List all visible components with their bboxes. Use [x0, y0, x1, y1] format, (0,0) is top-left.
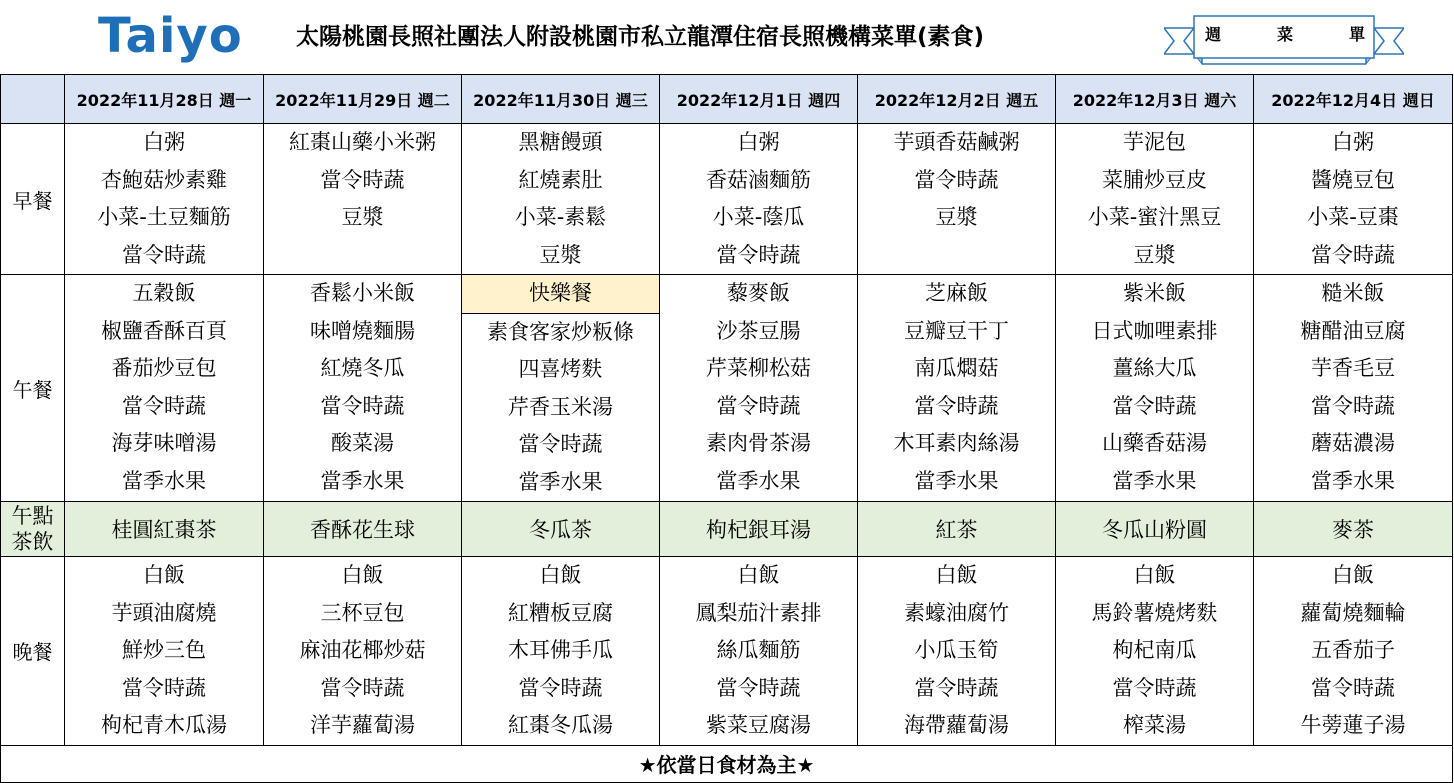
dish: 豆漿	[539, 242, 582, 267]
dish: 枸杞南瓜	[1112, 638, 1197, 662]
dish: 白粥	[737, 130, 780, 154]
meal-label-snack	[1, 502, 65, 557]
banner-char: 單	[1348, 25, 1365, 44]
dish: 四喜烤麩	[518, 357, 603, 381]
dish: 醬燒豆包	[1311, 167, 1395, 192]
dish: 五穀飯	[132, 281, 196, 305]
breakfast-cell	[1056, 124, 1254, 275]
dish: 香菇滷麵筋	[706, 167, 811, 192]
dish: 紅燒冬瓜	[320, 356, 405, 380]
dish: 小菜-豆棗	[1307, 205, 1399, 229]
snack-cell: 桂圓紅棗茶	[65, 502, 264, 557]
dish: 白飯	[1133, 563, 1176, 587]
dish: 當令時蔬	[518, 675, 603, 700]
dish: 味噌燒麵腸	[310, 318, 415, 343]
date-header: 2022年11月30日 週三	[462, 75, 660, 124]
dish: 椒鹽香酥百頁	[101, 318, 227, 343]
dish: 山藥香菇湯	[1102, 431, 1207, 455]
lunch-cell	[858, 275, 1056, 502]
dish: 枸杞青木瓜湯	[101, 713, 227, 737]
dish: 鮮炒三色	[122, 638, 206, 662]
dish: 當令時蔬	[1112, 675, 1197, 700]
dish: 蘿蔔燒麵輪	[1300, 600, 1406, 625]
dinner-cell	[858, 557, 1056, 746]
dinner-cell	[1254, 557, 1453, 746]
footer-row	[1, 745, 1453, 782]
date-header: 2022年12月3日 週六	[1056, 75, 1254, 124]
breakfast-cell	[264, 124, 462, 275]
breakfast-cell	[1254, 124, 1453, 275]
dish: 當令時蔬	[914, 393, 999, 418]
dish: 小菜-蜜汁黑豆	[1087, 205, 1222, 229]
lunch-cell	[1254, 275, 1453, 502]
lunch-cell	[462, 275, 660, 502]
dish: 黑糖饅頭	[518, 130, 603, 154]
dish: 杏鮑菇炒素雞	[101, 167, 227, 192]
dish: 小瓜玉筍	[914, 638, 999, 662]
meal-label-dinner: 晚餐	[1, 557, 65, 746]
dish: 白粥	[143, 130, 185, 154]
dish: 藜麥飯	[727, 281, 790, 305]
dish: 蘑菇濃湯	[1311, 431, 1395, 455]
breakfast-cell	[858, 124, 1056, 275]
happy-meal-badge: 快樂餐	[462, 275, 659, 314]
dish: 木耳佛手瓜	[508, 638, 613, 662]
banner-label	[1205, 22, 1365, 48]
date-header: 2022年12月1日 週四	[660, 75, 858, 124]
dish: 薑絲大瓜	[1112, 356, 1197, 380]
dish: 海帶蘿蔔湯	[904, 713, 1009, 737]
dish: 素肉骨茶湯	[706, 431, 811, 455]
dish: 海芽味噌湯	[111, 431, 217, 455]
dish: 當令時蔬	[122, 393, 206, 418]
page-header	[0, 0, 1454, 74]
dish: 鳳梨茄汁素排	[695, 600, 822, 625]
snack-cell: 枸杞銀耳湯	[660, 502, 858, 557]
breakfast-row	[1, 124, 1453, 275]
snack-cell: 冬瓜茶	[462, 502, 660, 557]
page-title: 太陽桃園長照社團法人附設桃園市私立龍潭住宿長照機構菜單(素食)	[296, 24, 985, 50]
dish: 當季水果	[1112, 468, 1197, 493]
dish: 絲瓜麵筋	[716, 638, 801, 662]
snack-cell: 冬瓜山粉圓	[1056, 502, 1254, 557]
dish: 日式咖哩素排	[1091, 318, 1218, 343]
dish: 當季水果	[716, 468, 801, 493]
corner-cell	[1, 75, 65, 124]
dish: 素食客家炒粄條	[487, 319, 634, 344]
dish: 白飯	[539, 563, 582, 587]
dish: 當季水果	[518, 469, 603, 494]
footer-note: ★依當日食材為主★	[1, 745, 1453, 782]
dish: 木耳素肉絲湯	[893, 431, 1020, 455]
banner-char: 菜	[1276, 25, 1293, 44]
dish: 芋香毛豆	[1311, 356, 1395, 380]
lunch-cell	[660, 275, 858, 502]
dish: 糖醋油豆腐	[1300, 318, 1406, 343]
dish: 紅棗冬瓜湯	[508, 713, 613, 737]
lunch-row	[1, 275, 1453, 502]
dish: 當季水果	[914, 468, 999, 493]
dish: 紅糟板豆腐	[508, 600, 613, 625]
breakfast-cell	[65, 124, 264, 275]
dish: 南瓜燜菇	[914, 356, 999, 380]
breakfast-cell	[462, 124, 660, 275]
dish: 當令時蔬	[914, 167, 999, 192]
dish: 芹香玉米湯	[508, 394, 613, 419]
dish: 麻油花椰炒菇	[299, 638, 426, 662]
dish: 酸菜湯	[331, 431, 394, 455]
snack-cell: 紅茶	[858, 502, 1056, 557]
dish: 當季水果	[122, 468, 206, 493]
lunch-cell	[264, 275, 462, 502]
dish: 小菜-土豆麵筋	[97, 205, 231, 229]
date-header: 2022年12月4日 週日	[1254, 75, 1453, 124]
dish: 當令時蔬	[1112, 393, 1197, 418]
dish: 豆瓣豆干丁	[904, 318, 1009, 343]
dinner-cell	[1056, 557, 1254, 746]
dish: 芋頭香菇鹹粥	[893, 130, 1020, 154]
dish: 豆漿	[935, 205, 978, 229]
dish: 菜脯炒豆皮	[1102, 167, 1207, 192]
dish: 沙茶豆腸	[716, 318, 801, 343]
lunch-cell	[1056, 275, 1254, 502]
dish: 紫米飯	[1123, 281, 1186, 305]
dish: 當令時蔬	[1311, 242, 1395, 267]
dish: 紅燒素肚	[518, 167, 603, 192]
dish: 番茄炒豆包	[111, 356, 217, 380]
dish: 牛蒡蓮子湯	[1300, 713, 1406, 737]
dish: 芝麻飯	[925, 281, 988, 305]
date-header: 2022年11月28日 週一	[65, 75, 264, 124]
dish: 三杯豆包	[320, 600, 405, 625]
dish: 當令時蔬	[1311, 393, 1395, 418]
dish: 紅棗山藥小米粥	[289, 130, 436, 154]
dish: 當令時蔬	[122, 675, 206, 700]
dish: 當令時蔬	[320, 167, 405, 192]
dish: 當季水果	[1311, 468, 1395, 493]
dish: 芋頭油腐燒	[111, 600, 217, 625]
dish: 當令時蔬	[1311, 675, 1395, 700]
dish: 榨菜湯	[1123, 713, 1186, 737]
snack-label-line: 茶飲	[11, 530, 54, 554]
dish: 當令時蔬	[716, 393, 801, 418]
dish: 當令時蔬	[716, 675, 801, 700]
date-header: 2022年11月29日 週二	[264, 75, 462, 124]
dinner-cell	[65, 557, 264, 746]
dish: 白粥	[1332, 130, 1374, 154]
date-header: 2022年12月2日 週五	[858, 75, 1056, 124]
dish: 紫菜豆腐湯	[706, 713, 811, 737]
breakfast-cell	[660, 124, 858, 275]
snack-cell: 麥茶	[1254, 502, 1453, 557]
menu-table	[0, 74, 1453, 783]
lunch-cell	[65, 275, 264, 502]
dinner-row	[1, 557, 1453, 746]
dinner-cell	[660, 557, 858, 746]
meal-label-breakfast: 早餐	[1, 124, 65, 275]
taiyo-logo: Taiyo	[98, 8, 243, 64]
dish: 當令時蔬	[320, 675, 405, 700]
banner-char: 週	[1205, 25, 1222, 44]
dish: 豆漿	[341, 205, 384, 229]
dish: 小菜-蔭瓜	[712, 205, 805, 229]
dish: 小菜-素鬆	[514, 205, 607, 229]
dish: 當令時蔬	[716, 242, 801, 267]
snack-label-line: 午點	[11, 504, 54, 528]
dish: 素蠔油腐竹	[904, 600, 1009, 625]
dish: 芹菜柳松菇	[706, 356, 811, 380]
meal-label-lunch: 午餐	[1, 275, 65, 502]
dish: 五香茄子	[1311, 638, 1395, 662]
dish: 當令時蔬	[122, 242, 206, 267]
dish: 芋泥包	[1123, 130, 1186, 154]
dish: 香鬆小米飯	[310, 281, 415, 305]
dish: 當令時蔬	[518, 432, 603, 456]
snack-cell: 香酥花生球	[264, 502, 462, 557]
dish: 當令時蔬	[914, 675, 999, 700]
dinner-cell	[264, 557, 462, 746]
dish: 白飯	[935, 563, 978, 587]
dish: 白飯	[1332, 563, 1374, 587]
dish: 豆漿	[1133, 242, 1176, 267]
dish: 馬鈴薯燒烤麩	[1091, 600, 1218, 625]
dish: 白飯	[143, 563, 185, 587]
date-header-row	[1, 75, 1453, 124]
dish: 糙米飯	[1321, 281, 1385, 305]
snack-row	[1, 502, 1453, 557]
dish: 當令時蔬	[320, 393, 405, 418]
dish: 白飯	[341, 563, 384, 587]
dinner-cell	[462, 557, 660, 746]
dish: 洋芋蘿蔔湯	[310, 713, 415, 737]
dish: 當季水果	[320, 468, 405, 493]
dish: 白飯	[737, 563, 780, 587]
